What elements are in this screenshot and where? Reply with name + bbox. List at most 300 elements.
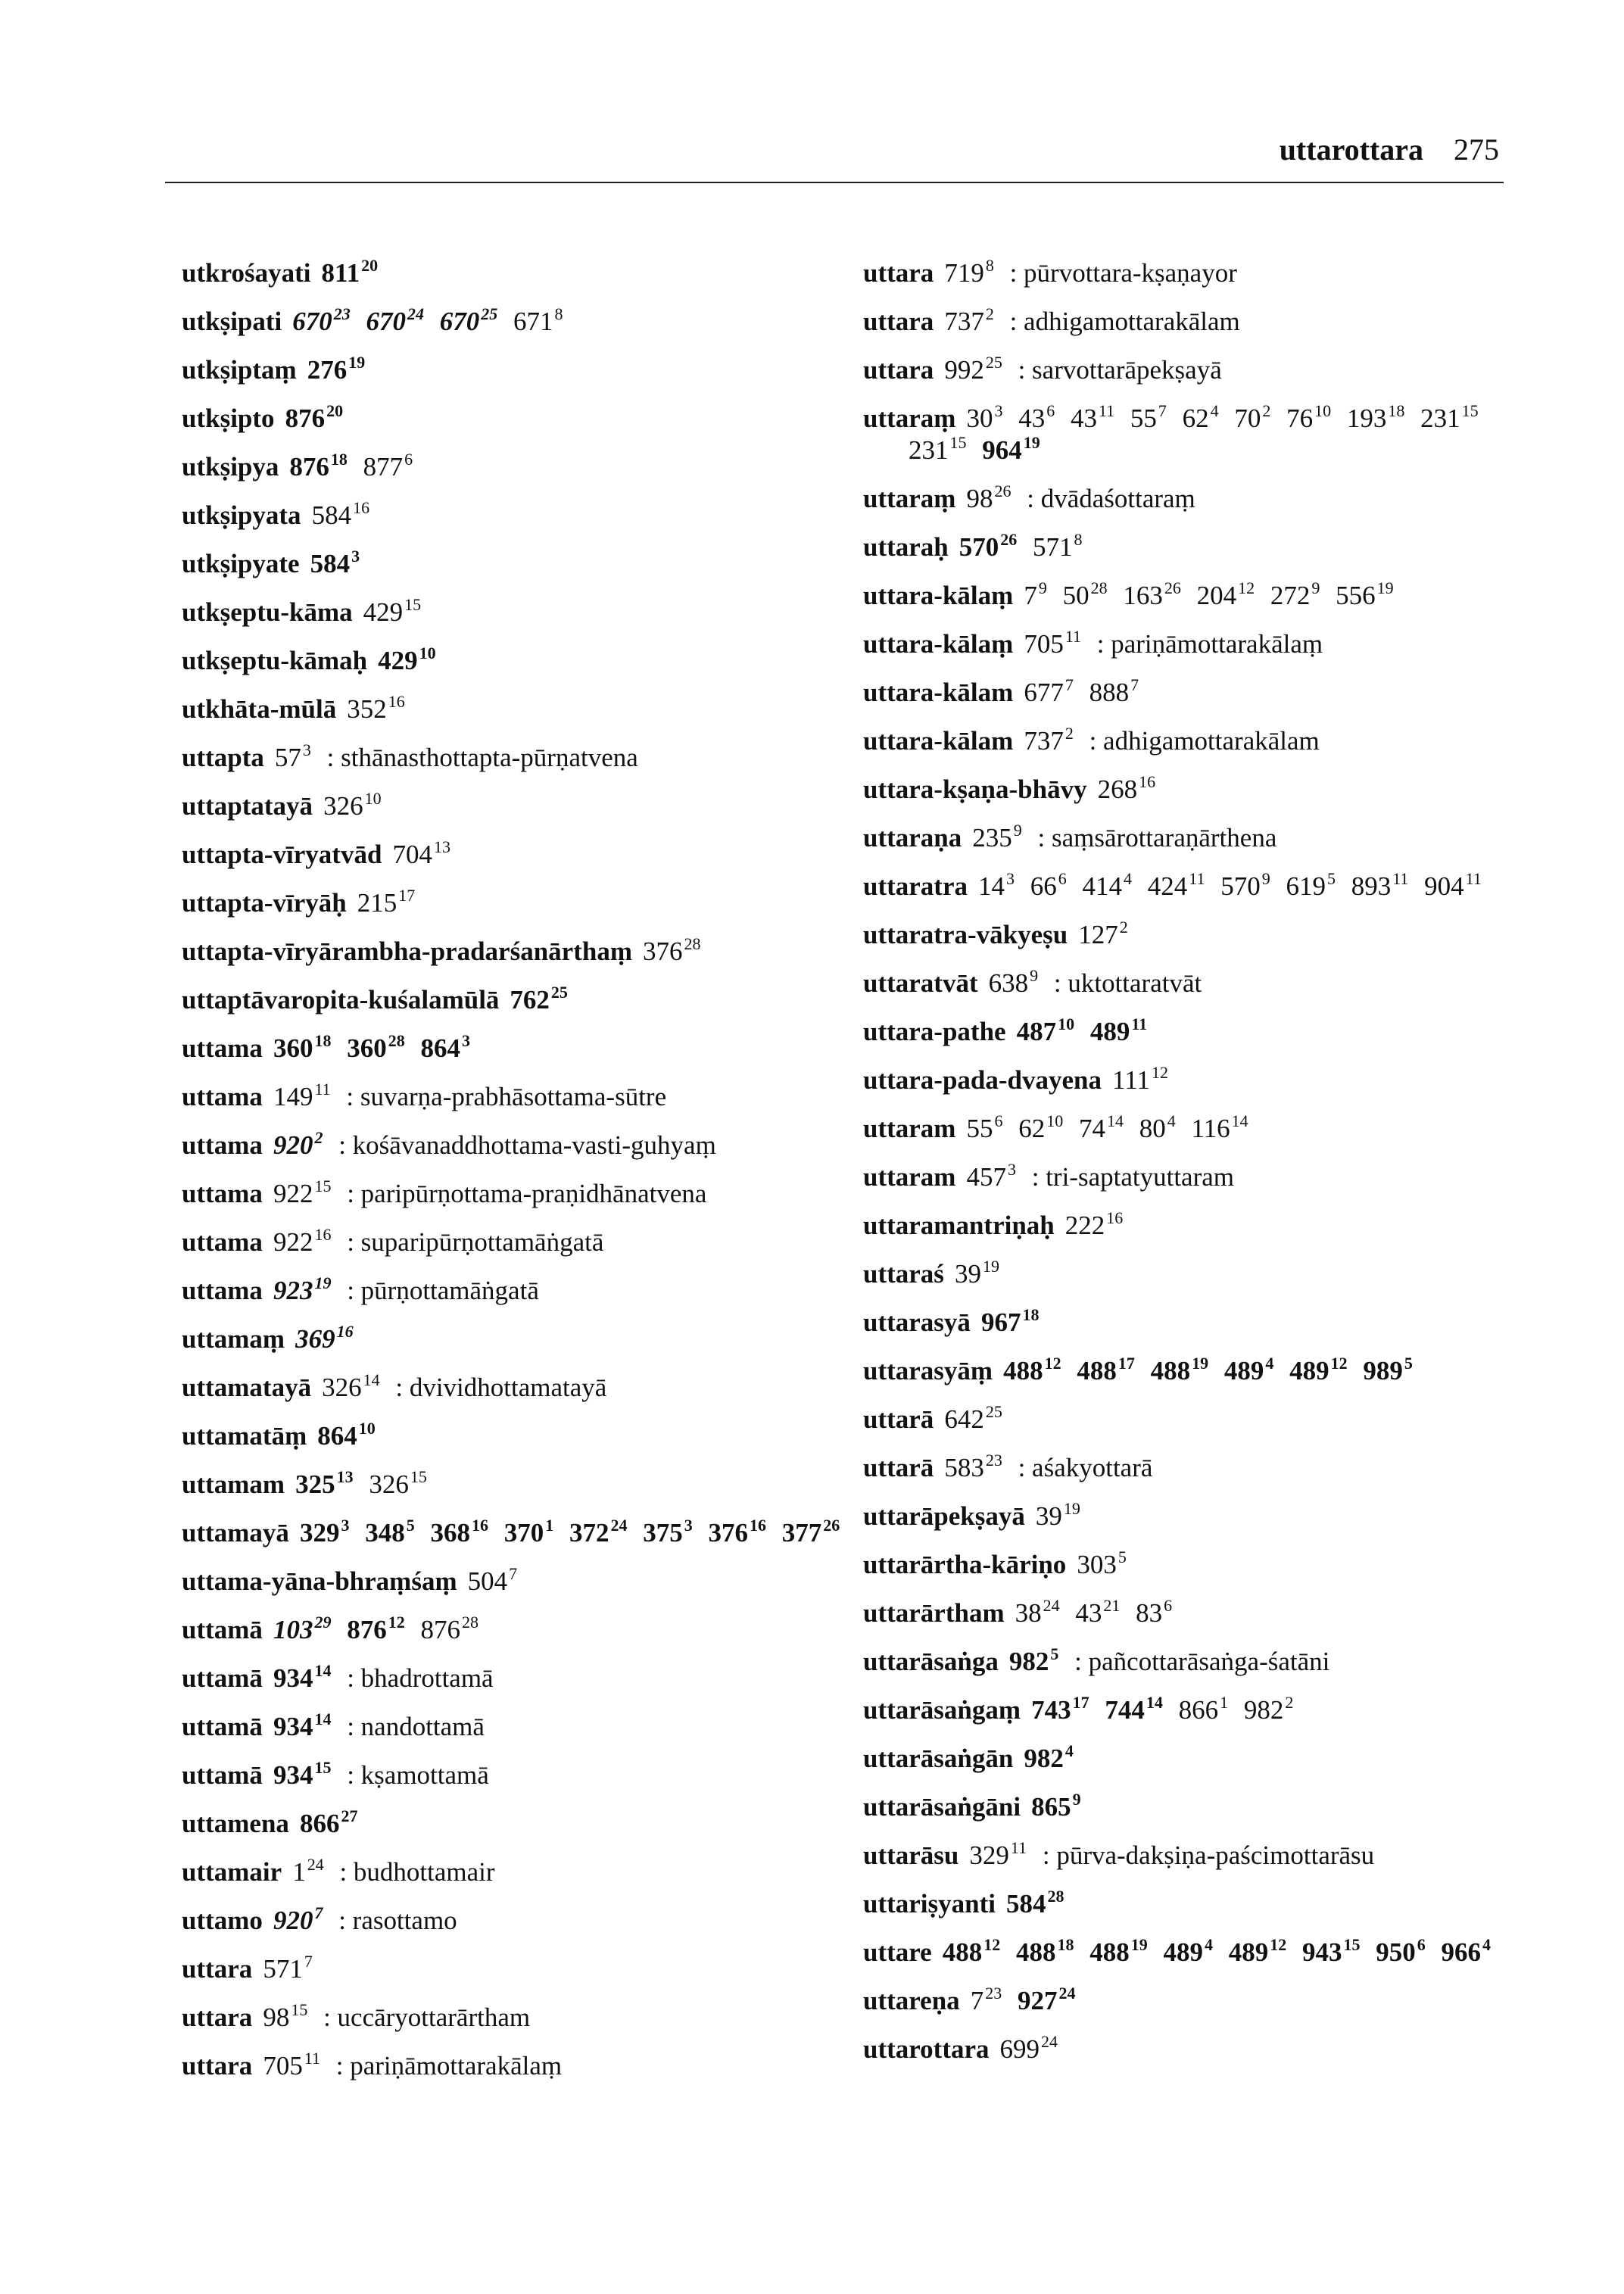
entry-reference: [980, 1305, 1040, 1337]
header-title: uttarottara: [1279, 132, 1423, 167]
entry-reference: [1136, 1598, 1172, 1628]
entry-reference: [972, 823, 1022, 852]
reference-number: 670: [366, 307, 407, 336]
entry-headword: uttamaṃ: [182, 1324, 285, 1354]
entry-reference: [1016, 1937, 1074, 1967]
reference-number: 360: [273, 1033, 313, 1063]
entry-reference: [1097, 772, 1156, 804]
entry-reference: [1351, 871, 1409, 901]
reference-number: 904: [1424, 871, 1464, 901]
reference-number: 619: [1286, 871, 1326, 901]
entry-headword: uttama: [182, 1227, 263, 1257]
entry-reference: [1024, 675, 1074, 707]
index-entry: [182, 1081, 863, 1113]
entry-gloss: : kṣamottamā: [347, 1760, 489, 1790]
entry-headword: uttara-kālam: [863, 726, 1014, 756]
reference-line: 3: [684, 1516, 693, 1535]
reference-number: 488: [1077, 1356, 1117, 1385]
entry-headword: uttara-kālaṃ: [863, 581, 1014, 610]
reference-line: 25: [985, 1402, 1002, 1421]
entry-reference: [971, 1986, 1002, 2015]
right-column: [863, 257, 1529, 2082]
entry-gloss: : sarvottarāpekṣayā: [1018, 355, 1222, 385]
index-entry: [863, 1888, 1529, 1920]
reference-line: 11: [1131, 1015, 1148, 1033]
entry-headword: uttama: [182, 1179, 263, 1208]
reference-number: 488: [1015, 1937, 1056, 1967]
reference-line: 27: [341, 1806, 358, 1825]
entry-reference: [944, 355, 1002, 385]
entry-reference: [273, 1712, 332, 1741]
entry-reference: [989, 968, 1039, 998]
reference-number: 7: [1024, 581, 1037, 610]
reference-number: 43: [1075, 1598, 1102, 1628]
index-entry: [863, 677, 1529, 709]
reference-number: 376: [708, 1518, 748, 1548]
entry-reference: [1090, 1017, 1147, 1046]
reference-number: 215: [357, 888, 397, 918]
reference-number: 934: [273, 1712, 313, 1741]
left-column: [182, 257, 863, 2099]
reference-line: 24: [307, 1855, 324, 1874]
index-entry: [182, 354, 863, 386]
index-entry: [182, 1711, 863, 1743]
reference-line: 7: [314, 1903, 323, 1922]
entry-reference: [1018, 401, 1055, 433]
entry-headword: uttaptāvaropita-kuśalamūlā: [182, 985, 500, 1015]
reference-number: 352: [347, 694, 387, 724]
reference-line: 26: [1000, 530, 1018, 549]
index-entry: [863, 1161, 1529, 1193]
entry-reference: [1024, 629, 1081, 659]
reference-line: 3: [341, 1516, 350, 1535]
reference-line: 28: [1090, 578, 1108, 597]
reference-line: 11: [1392, 869, 1409, 888]
reference-number: 927: [1017, 1986, 1058, 2015]
entry-headword: utkṣipto: [182, 404, 275, 433]
reference-number: 43: [1070, 404, 1097, 433]
reference-line: 2: [985, 304, 994, 323]
reference-line: 19: [314, 1273, 332, 1292]
reference-line: 5: [1050, 1644, 1059, 1663]
reference-line: 28: [684, 934, 701, 953]
reference-line: 17: [1117, 1354, 1135, 1373]
reference-number: 489: [1228, 1937, 1269, 1967]
reference-number: 943: [1301, 1937, 1342, 1967]
reference-line: 16: [336, 1322, 354, 1341]
entry-headword: uttareṇa: [863, 1986, 960, 2015]
entry-headword: uttaraṇa: [863, 823, 962, 852]
entry-headword: uttamā: [182, 1760, 263, 1790]
reference-number: 584: [311, 500, 352, 530]
entry-reference: [1033, 532, 1083, 562]
entry-reference: [569, 1518, 628, 1548]
entry-headword: uttaptatayā: [182, 791, 313, 821]
reference-number: 98: [263, 2003, 290, 2032]
entry-reference: [510, 985, 568, 1015]
entry-reference: [1244, 1695, 1294, 1725]
reference-line: 17: [398, 886, 416, 905]
reference-number: 893: [1351, 871, 1392, 901]
reference-line: 21: [1103, 1596, 1121, 1615]
index-entry: [863, 725, 1529, 757]
index-entry: [863, 1646, 1529, 1678]
reference-line: 8: [985, 256, 994, 275]
reference-line: 7: [1130, 675, 1139, 694]
reference-line: 11: [1064, 627, 1081, 646]
reference-number: 934: [273, 1663, 313, 1693]
reference-number: 811: [321, 258, 360, 288]
reference-line: 3: [461, 1031, 470, 1050]
entry-reference: [363, 452, 413, 482]
reference-line: 16: [1106, 1208, 1124, 1227]
entry-headword: utkṣipyata: [182, 500, 301, 530]
index-entry: [182, 548, 863, 580]
index-entry: [182, 1566, 863, 1597]
reference-number: 376: [642, 937, 683, 966]
entry-reference: [513, 304, 563, 336]
index-entry: [863, 1501, 1529, 1532]
reference-number: 83: [1136, 1598, 1163, 1628]
index-entry: [182, 597, 863, 628]
entry-reference: [643, 1518, 693, 1548]
entry-reference: [322, 258, 379, 288]
entry-reference: [273, 1227, 332, 1257]
entry-headword: uttaratra-vākyeṣu: [863, 920, 1068, 949]
reference-line: 2: [1285, 1693, 1294, 1712]
entry-headword: uttarasyā: [863, 1308, 971, 1337]
entry-headword: utkṣipyate: [182, 549, 300, 578]
entry-headword: uttapta-vīryāḥ: [182, 888, 347, 918]
entry-reference: [1286, 871, 1336, 901]
reference-line: 19: [348, 353, 366, 372]
index-entry: [182, 1469, 863, 1501]
reference-number: 982: [1008, 1647, 1049, 1676]
entry-reference: [1070, 401, 1115, 433]
reference-line: 7: [1064, 675, 1074, 694]
reference-number: 429: [363, 597, 404, 627]
index-entry: [863, 1597, 1529, 1629]
entry-headword: uttamā: [182, 1615, 263, 1644]
entry-reference: [944, 258, 994, 288]
reference-number: 235: [972, 823, 1012, 852]
entry-reference: [365, 1518, 415, 1548]
reference-number: 30: [966, 404, 993, 433]
reference-line: 3: [302, 740, 311, 759]
reference-line: 4: [1204, 1935, 1213, 1954]
reference-line: 19: [1063, 1499, 1080, 1518]
reference-line: 25: [985, 353, 1002, 372]
reference-number: 964: [982, 435, 1022, 465]
entry-headword: uttare: [863, 1937, 932, 1967]
reference-line: 25: [550, 983, 568, 1002]
reference-number: 62: [1018, 1114, 1046, 1143]
reference-number: 326: [323, 791, 363, 821]
entry-reference: [1123, 578, 1181, 610]
entry-headword: uttara: [863, 258, 934, 288]
entry-headword: uttamam: [182, 1470, 285, 1499]
index-entry: [182, 1420, 863, 1452]
entry-gloss: : suparipūrṇottamāṅgatā: [347, 1227, 604, 1257]
reference-number: 429: [378, 646, 418, 675]
entry-gloss: : paripūrṇottama-praṇidhānatvena: [347, 1179, 707, 1208]
reference-number: 370: [503, 1518, 544, 1548]
reference-line: 10: [1058, 1015, 1075, 1033]
entry-headword: utkṣipati: [182, 307, 282, 336]
reference-number: 556: [1336, 581, 1376, 610]
index-entry: [182, 306, 863, 338]
entry-headword: uttara: [182, 2051, 253, 2080]
entry-headword: uttaraḥ: [863, 532, 949, 562]
entry-reference: [1078, 920, 1128, 949]
reference-number: 55: [1130, 404, 1157, 433]
entry-reference: [642, 934, 701, 966]
entry-reference: [1151, 1356, 1209, 1385]
entry-reference: [1105, 1695, 1163, 1725]
reference-number: 489: [1223, 1356, 1264, 1385]
reference-line: 2: [1064, 724, 1074, 743]
reference-number: 744: [1105, 1695, 1145, 1725]
index-entry: [863, 1452, 1529, 1484]
entry-reference: [978, 871, 1015, 901]
reference-number: 326: [322, 1373, 362, 1402]
entry-headword: uttama: [182, 1130, 263, 1160]
reference-line: 14: [363, 1370, 380, 1389]
reference-line: 4: [1064, 1741, 1074, 1760]
entry-reference: [295, 1324, 354, 1354]
entry-gloss: : uktottaratvāt: [1053, 968, 1202, 998]
entry-reference: [1220, 871, 1270, 901]
entry-reference: [1017, 1017, 1075, 1046]
index-entry: [182, 1905, 863, 1937]
index-entry: [863, 968, 1529, 999]
entry-reference: [782, 1518, 840, 1548]
entry-gloss: : sthānasthottapta-pūrṇatvena: [326, 743, 638, 772]
reference-number: 116: [1191, 1114, 1230, 1143]
reference-number: 70: [1234, 404, 1261, 433]
reference-number: 303: [1077, 1550, 1117, 1579]
index-entry: [863, 1355, 1529, 1387]
index-entry: [863, 1937, 1529, 1968]
entry-reference: [1078, 1111, 1124, 1143]
entry-reference: [263, 2051, 320, 2080]
entry-headword: uttarāsu: [863, 1840, 959, 1870]
entry-reference: [982, 435, 1040, 465]
entry-reference: [1112, 1065, 1168, 1095]
entry-headword: uttarāsaṅgaṃ: [863, 1695, 1021, 1725]
entry-gloss: : pūrva-dakṣiṇa-paścimottarāsu: [1042, 1840, 1375, 1870]
reference-line: 8: [1074, 530, 1083, 549]
reference-number: 876: [285, 404, 326, 433]
reference-line: 2: [1119, 918, 1128, 937]
reference-number: 66: [1030, 871, 1057, 901]
reference-line: 6: [994, 1111, 1003, 1130]
reference-number: 38: [1015, 1598, 1042, 1628]
reference-number: 149: [273, 1082, 313, 1111]
reference-number: 584: [310, 549, 351, 578]
reference-number: 329: [969, 1840, 1009, 1870]
index-entry: [863, 1743, 1529, 1775]
entry-headword: uttamayā: [182, 1518, 289, 1548]
reference-number: 127: [1078, 920, 1118, 949]
reference-number: 570: [1220, 871, 1261, 901]
entry-reference: [944, 304, 994, 336]
reference-number: 866: [299, 1809, 340, 1838]
reference-number: 62: [1182, 404, 1209, 433]
reference-number: 967: [980, 1308, 1021, 1337]
entry-headword: uttaraś: [863, 1259, 944, 1289]
entry-reference: [1008, 1644, 1059, 1676]
reference-number: 80: [1139, 1114, 1166, 1143]
index-entry: [182, 1953, 863, 1985]
header-rule: [165, 182, 1504, 183]
entry-headword: uttara-kṣaṇa-bhāvy: [863, 775, 1087, 804]
reference-number: 329: [299, 1518, 340, 1548]
index-entry: [182, 1517, 863, 1549]
reference-number: 375: [643, 1518, 683, 1548]
reference-number: 888: [1089, 678, 1130, 707]
reference-line: 3: [1007, 1160, 1016, 1179]
reference-line: 5: [1117, 1548, 1127, 1566]
reference-line: 14: [1106, 1111, 1124, 1130]
entry-headword: utkṣeptu-kāmaḥ: [182, 646, 368, 675]
entry-reference: [1270, 578, 1320, 610]
entry-headword: uttarā: [863, 1453, 934, 1482]
reference-number: 584: [1006, 1889, 1046, 1918]
entry-reference: [909, 435, 967, 465]
entry-headword: uttamena: [182, 1809, 289, 1838]
entry-headword: uttaratra: [863, 871, 968, 901]
reference-number: 368: [430, 1518, 470, 1548]
reference-number: 39: [1035, 1501, 1062, 1531]
index-entry: [182, 1178, 863, 1210]
reference-number: 55: [966, 1114, 993, 1143]
entry-reference: [285, 401, 344, 433]
entry-reference: [1363, 1356, 1413, 1385]
reference-line: 12: [1151, 1063, 1168, 1082]
entry-reference: [1148, 871, 1205, 901]
entry-reference: [1030, 871, 1067, 901]
reference-line: 6: [1046, 401, 1055, 420]
reference-line: 18: [1388, 401, 1405, 420]
reference-line: 4: [1167, 1111, 1176, 1130]
index-entry: [182, 1372, 863, 1404]
reference-line: 11: [1098, 401, 1115, 420]
reference-number: 877: [363, 452, 404, 482]
reference-number: 193: [1346, 404, 1387, 433]
entry-headword: uttamā: [182, 1712, 263, 1741]
reference-line: 4: [1210, 401, 1219, 420]
reference-number: 414: [1082, 871, 1123, 901]
entry-headword: uttama-yāna-bhraṃśaṃ: [182, 1566, 457, 1596]
entry-reference: [1139, 1111, 1176, 1143]
reference-line: 18: [330, 450, 348, 469]
entry-headword: uttaraṃ: [863, 484, 956, 513]
reference-number: 457: [966, 1162, 1006, 1192]
reference-number: 982: [1243, 1695, 1284, 1725]
index-entry: [863, 580, 1529, 612]
index-entry: [863, 1694, 1529, 1726]
index-entry: [182, 2050, 863, 2082]
reference-line: 26: [823, 1516, 840, 1535]
reference-number: 989: [1363, 1356, 1403, 1385]
index-entry: [863, 1840, 1529, 1872]
entry-reference: [347, 1033, 405, 1063]
index-entry: [863, 1258, 1529, 1290]
reference-line: 11: [1189, 869, 1205, 888]
entry-headword: uttara: [863, 307, 934, 336]
reference-number: 488: [942, 1937, 983, 1967]
entry-gloss: : adhigamottarakālam: [1009, 307, 1240, 336]
entry-reference: [966, 1162, 1016, 1192]
entry-reference: [1441, 1937, 1491, 1967]
reference-line: 12: [1044, 1354, 1061, 1373]
reference-number: 670: [292, 307, 332, 336]
reference-line: 16: [1139, 772, 1156, 791]
index-entry: [182, 645, 863, 677]
reference-line: 4: [1124, 869, 1133, 888]
reference-number: 504: [467, 1566, 508, 1596]
reference-number: 231: [909, 435, 949, 465]
entry-reference: [504, 1518, 554, 1548]
reference-line: 2: [1262, 401, 1271, 420]
reference-number: 76: [1286, 404, 1314, 433]
entry-reference: [307, 355, 366, 385]
reference-line: 24: [610, 1516, 628, 1535]
index-entry: [182, 1759, 863, 1791]
reference-number: 642: [944, 1404, 984, 1434]
reference-line: 10: [364, 789, 382, 808]
reference-number: 325: [295, 1470, 335, 1499]
reference-line: 15: [314, 1177, 332, 1195]
reference-line: 23: [985, 1984, 1002, 2003]
reference-number: 920: [273, 1906, 313, 1935]
reference-line: 20: [326, 401, 344, 420]
entry-headword: uttapta: [182, 743, 264, 772]
entry-reference: [347, 1615, 405, 1644]
entry-reference: [366, 304, 425, 336]
reference-number: 570: [959, 532, 999, 562]
reference-line: 29: [314, 1613, 332, 1632]
reference-number: 865: [1031, 1792, 1071, 1822]
entry-reference: [323, 791, 382, 821]
reference-number: 360: [347, 1033, 387, 1063]
reference-number: 571: [263, 1954, 303, 1984]
reference-line: 3: [994, 401, 1003, 420]
entry-reference: [292, 1857, 324, 1887]
reference-number: 922: [273, 1227, 313, 1257]
index-entry: [182, 1614, 863, 1646]
entry-reference: [1302, 1937, 1361, 1967]
reference-number: 638: [988, 968, 1029, 998]
entry-headword: uttapta-vīryatvād: [182, 840, 382, 869]
entry-reference: [969, 1840, 1027, 1870]
reference-number: 571: [1033, 532, 1073, 562]
index-entry: [182, 790, 863, 822]
entry-headword: uttarottara: [863, 2034, 990, 2064]
entry-reference: [392, 837, 450, 869]
running-header: [0, 127, 1499, 173]
reference-line: 24: [1041, 2032, 1058, 2051]
reference-line: 28: [461, 1613, 478, 1632]
entry-reference: [1018, 1111, 1064, 1143]
entry-gloss: : tri-saptatyuttaram: [1031, 1162, 1234, 1192]
reference-line: 5: [1326, 869, 1336, 888]
reference-line: 12: [1238, 578, 1255, 597]
index-entry: [182, 1033, 863, 1064]
reference-number: 737: [1024, 726, 1064, 756]
index-entry: [182, 693, 863, 725]
